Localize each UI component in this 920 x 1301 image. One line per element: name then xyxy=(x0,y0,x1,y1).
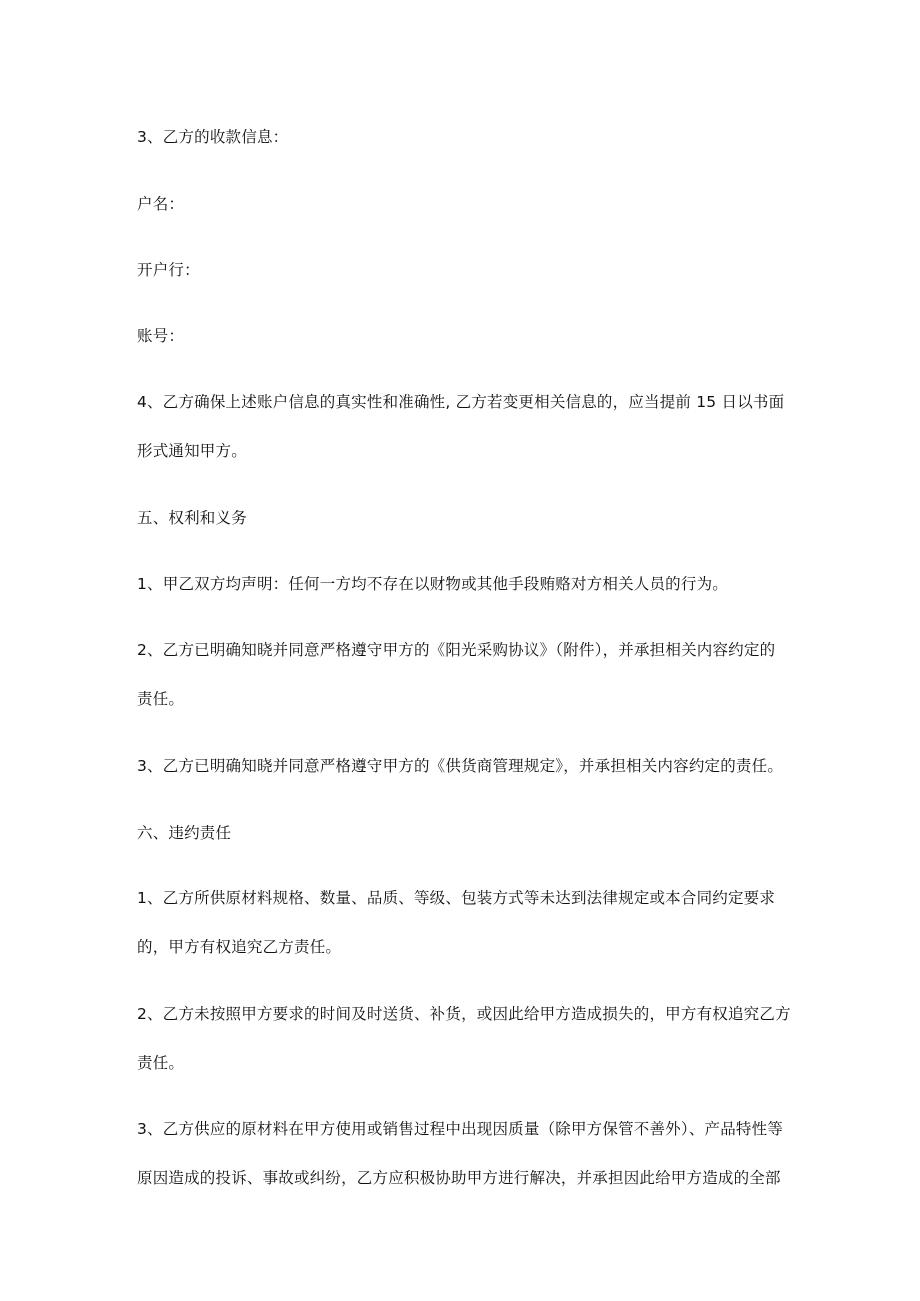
rights-clause-2-line-2: 责任。 xyxy=(137,690,185,708)
section-liability-heading: 六、违约责任 xyxy=(137,824,232,842)
liability-clause-2-line-1: 2、乙方未按照甲方要求的时间及时送货、补货，或因此给甲方造成损失的，甲方有权追究乙方 xyxy=(137,1005,791,1023)
liability-clause-1-line-2: 的，甲方有权追究乙方责任。 xyxy=(137,938,342,956)
liability-clause-3-line-2: 原因造成的投诉、事故或纠纷，乙方应积极协助甲方进行解决，并承担因此给甲方造成的全部 xyxy=(137,1169,781,1187)
section-payment-info-heading: 3、乙方的收款信息： xyxy=(137,128,289,146)
clause-4-line-2: 形式通知甲方。 xyxy=(137,442,247,460)
account-name-label: 户名： xyxy=(137,195,185,213)
bank-label: 开户行： xyxy=(137,261,200,279)
liability-clause-3-line-1: 3、乙方供应的原材料在甲方使用或销售过程中出现因质量（除甲方保管不善外）、产品特性等 xyxy=(137,1120,784,1138)
clause-4-line-1: 4、乙方确保上述账户信息的真实性和准确性, 乙方若变更相关信息的，应当提前 15 日以书面 xyxy=(137,393,785,411)
rights-clause-2-line-1: 2、乙方已明确知晓并同意严格遵守甲方的《阳光采购协议》（附件），并承担相关内容约定的 xyxy=(137,641,776,659)
rights-clause-3: 3、乙方已明确知晓并同意严格遵守甲方的《供货商管理规定》，并承担相关内容约定的责任。 xyxy=(137,757,784,775)
account-number-label: 账号： xyxy=(137,327,185,345)
liability-clause-1-line-1: 1、乙方所供原材料规格、数量、品质、等级、包装方式等未达到法律规定或本合同约定要求 xyxy=(137,889,776,907)
rights-clause-1: 1、甲乙双方均声明：任何一方均不存在以财物或其他手段贿赂对方相关人员的行为。 xyxy=(137,575,728,593)
liability-clause-2-line-2: 责任。 xyxy=(137,1054,185,1072)
section-rights-obligations-heading: 五、权利和义务 xyxy=(137,509,247,527)
